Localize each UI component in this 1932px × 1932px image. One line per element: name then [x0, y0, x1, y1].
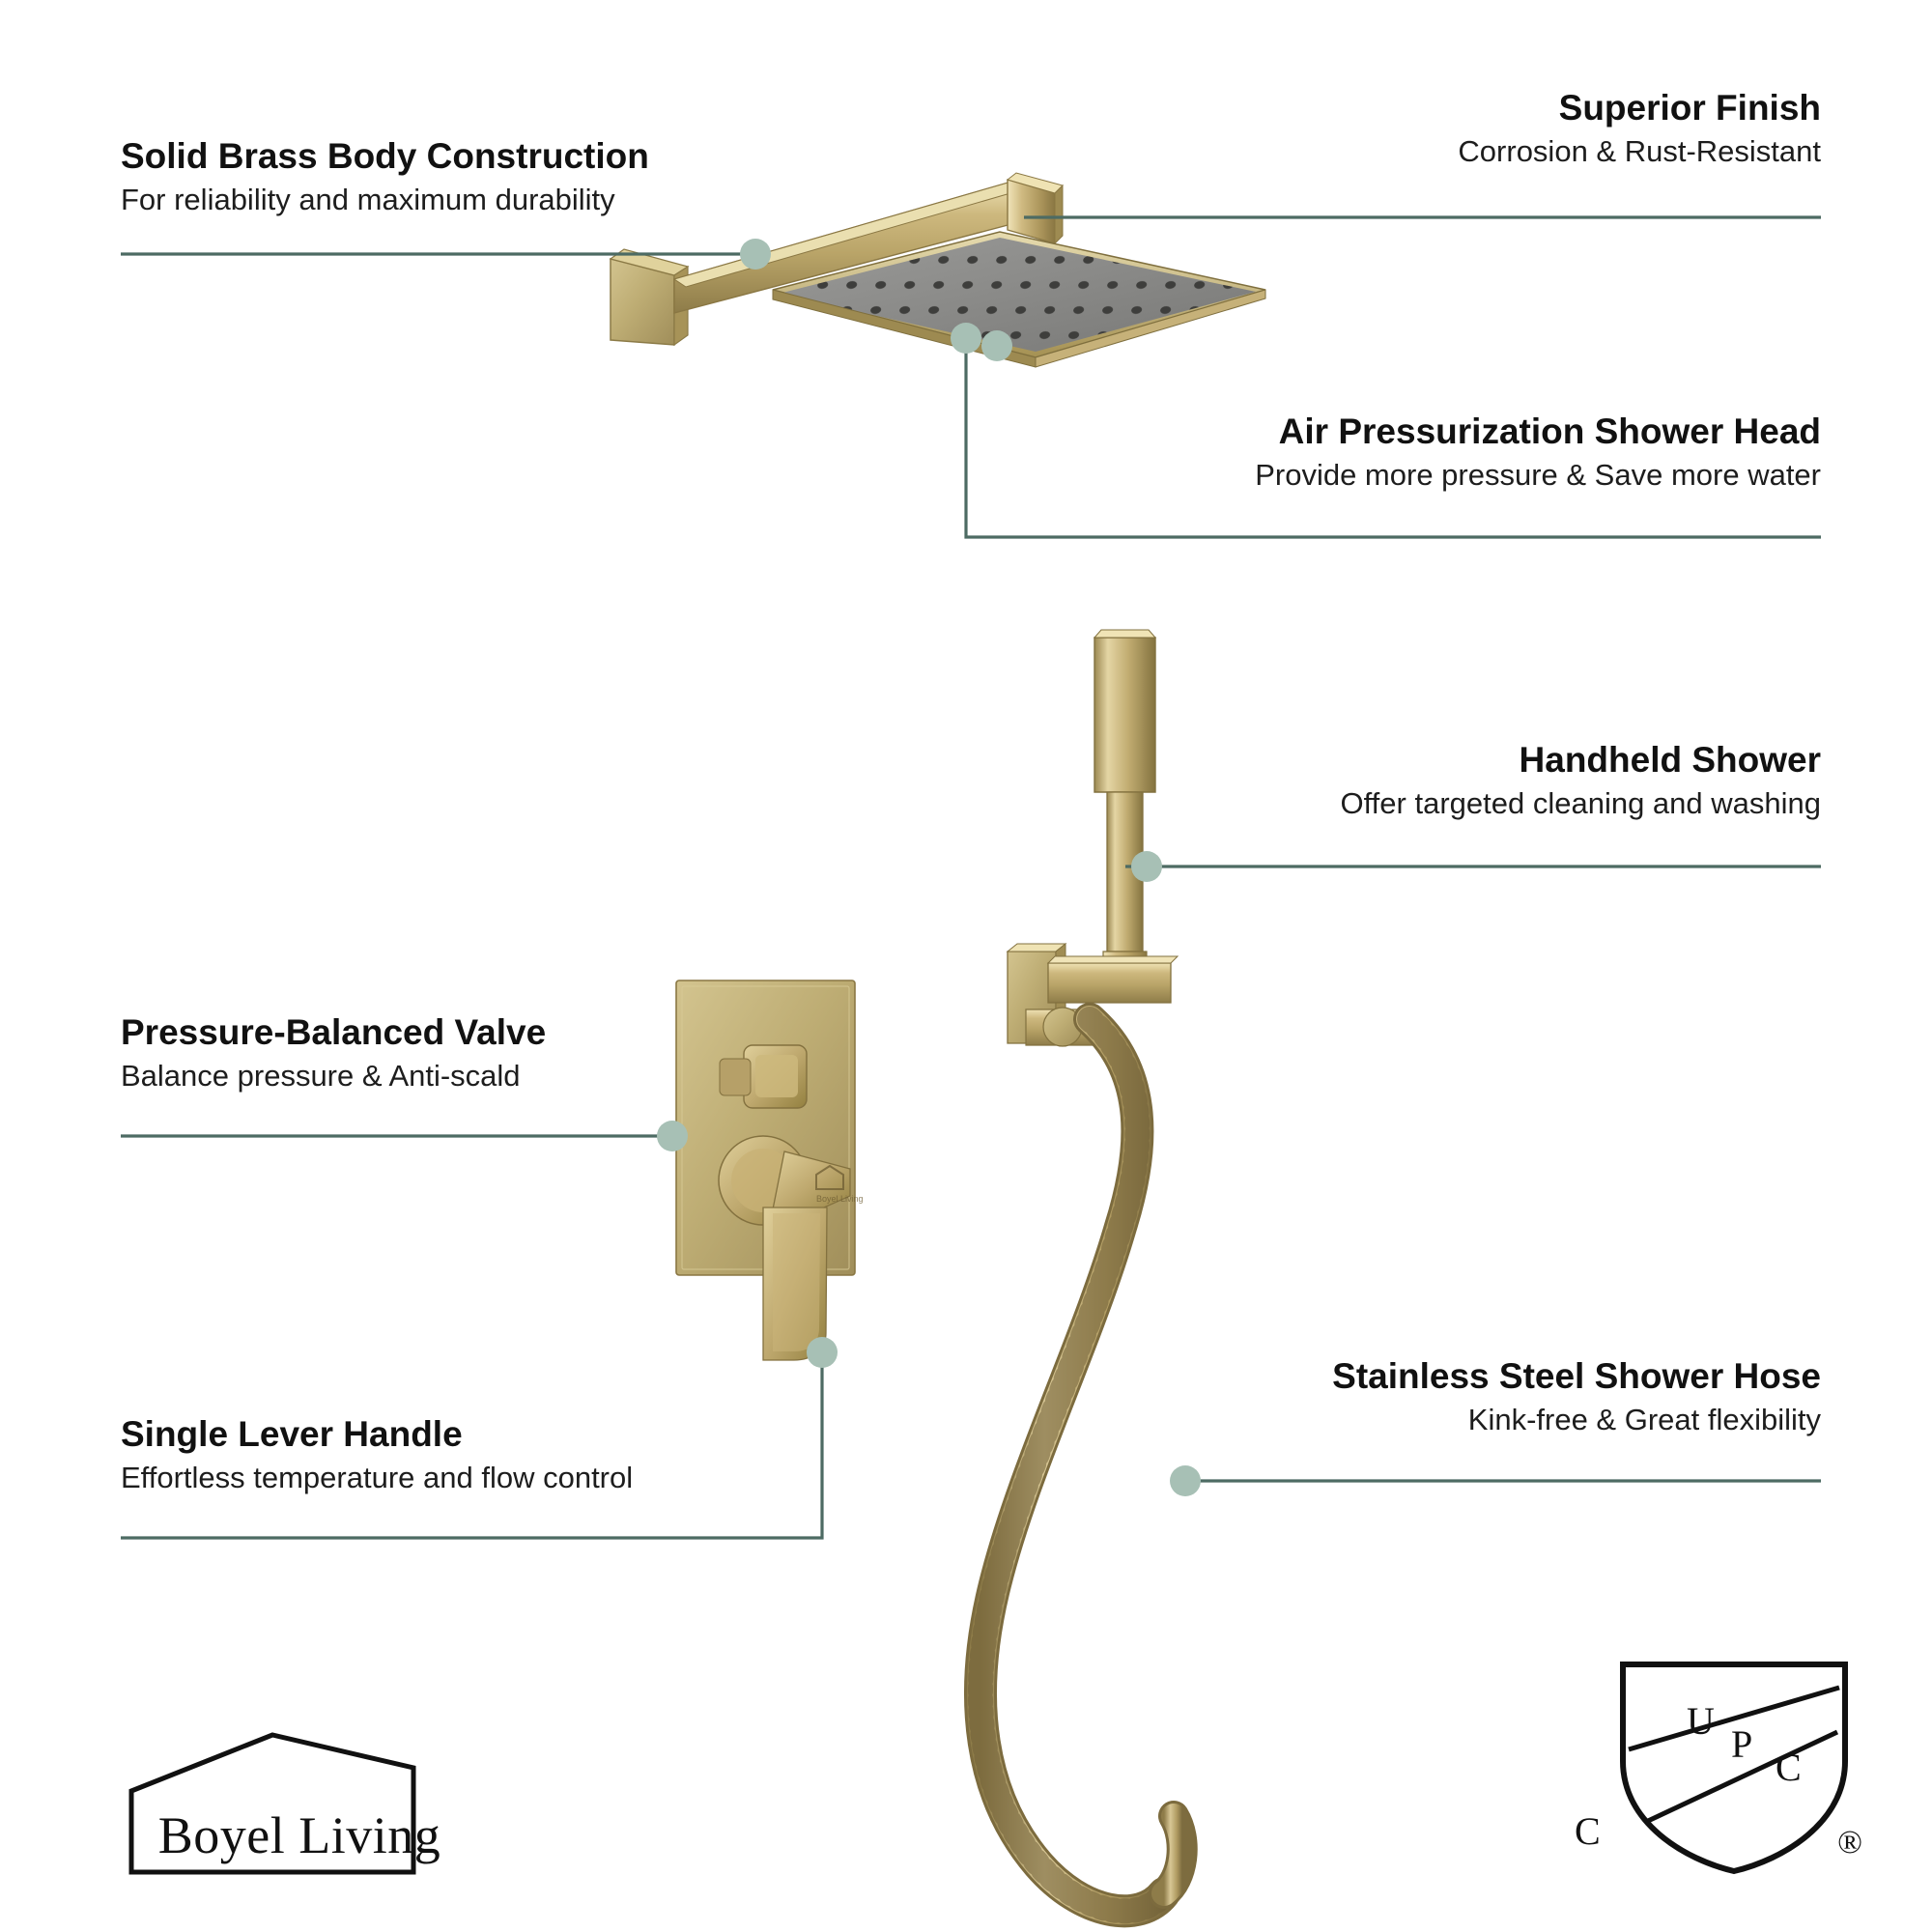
callout-subtitle: Kink-free & Great flexibility	[1467, 1402, 1821, 1436]
pressure-balanced-valve	[676, 980, 864, 1360]
upc-certification-mark	[1575, 1657, 1862, 1879]
callout-title: Stainless Steel Shower Hose	[1332, 1356, 1821, 1396]
upc-prefix-letter: C	[1575, 1809, 1601, 1853]
upc-shield-icon	[1613, 1657, 1855, 1879]
callout-solid-brass-body	[121, 135, 649, 217]
callout-subtitle: Offer targeted cleaning and washing	[1340, 785, 1821, 820]
callout-subtitle: Effortless temperature and flow control	[121, 1460, 634, 1494]
handheld-wand	[1094, 630, 1155, 1002]
callout-title: Handheld Shower	[1519, 740, 1821, 780]
brand-logo	[126, 1729, 473, 1879]
brand-name: Boyel Living	[157, 1806, 441, 1864]
svg-text:P: P	[1731, 1722, 1753, 1766]
callout-subtitle: Provide more pressure & Save more water	[1255, 457, 1821, 492]
svg-text:C: C	[1776, 1746, 1802, 1789]
callout-title: Air Pressurization Shower Head	[1278, 412, 1821, 451]
svg-text:Boyel Living: Boyel Living	[816, 1194, 864, 1204]
callout-title: Superior Finish	[1558, 88, 1821, 128]
callout-handheld-shower	[1341, 739, 1821, 821]
svg-text:U: U	[1687, 1699, 1715, 1743]
callout-title: Solid Brass Body Construction	[121, 136, 649, 176]
callout-air-pressurization-shower-head	[1255, 411, 1821, 493]
callout-pressure-balanced-valve	[121, 1011, 546, 1094]
callout-subtitle: Balance pressure & Anti-scald	[121, 1058, 521, 1093]
callout-title: Pressure-Balanced Valve	[121, 1012, 547, 1052]
callout-subtitle: For reliability and maximum durability	[121, 182, 615, 216]
callout-stainless-steel-shower-hose	[1332, 1355, 1821, 1437]
callout-title: Single Lever Handle	[121, 1414, 463, 1454]
callout-superior-finish	[1458, 87, 1821, 169]
shower-hose	[980, 1019, 1182, 1911]
callout-single-lever-handle	[121, 1413, 633, 1495]
callout-subtitle: Corrosion & Rust-Resistant	[1458, 133, 1821, 168]
registered-mark: ®	[1837, 1825, 1862, 1861]
